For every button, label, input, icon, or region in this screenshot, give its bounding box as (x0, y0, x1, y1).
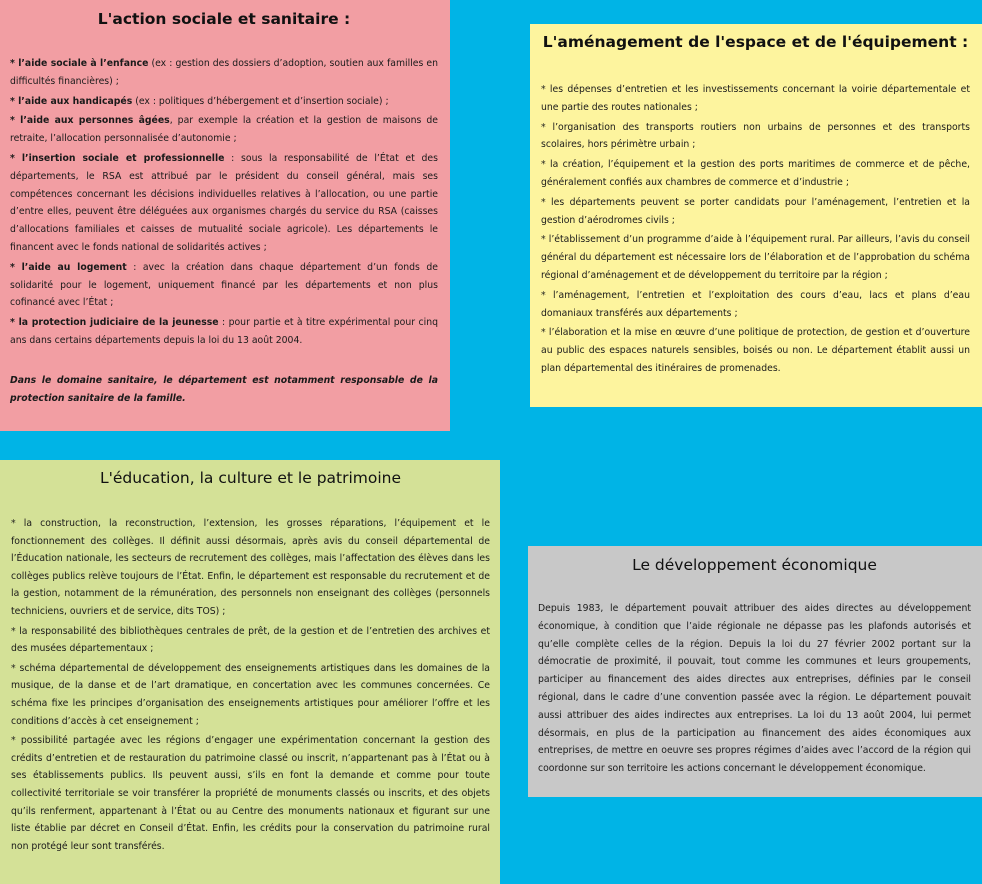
list-item (10, 314, 438, 350)
panel-title: L'action sociale et sanitaire : (97, 10, 351, 28)
list-item: * l’établissement d’un programme d’aide à l’équipement rural. Par ailleurs, l’avis du conseil général du département est nécessaire lors de l’élaboration et de l’approbation du schéma régional d’aménagement et de développement du territoire par la région ; (541, 234, 970, 281)
list-item (10, 55, 438, 91)
list-item (10, 112, 438, 148)
panel-amenagement (530, 24, 982, 407)
list-item: * la responsabilité des bibliothèques centrales de prêt, de la gestion et de l’entretien des archives et des musées départementaux ; (11, 625, 490, 655)
item-list (11, 515, 490, 855)
list-item: * l’aménagement, l’entretien et l’exploitation des cours d’eau, lacs et plans d’eau domaniaux transférés aux départements ; (541, 289, 970, 319)
list-item: * l’organisation des transports routiers non urbains de personnes et des transports scolaires, hors périmètre urbain ; (541, 121, 970, 151)
item-keyword: * l’aide aux handicapés (10, 95, 133, 107)
list-item (10, 150, 438, 257)
item-text: : pour partie et à titre expérimental pour cinq ans dans certains départements depuis la loi du 13 août 2004. (10, 317, 438, 346)
item-text: (ex : politiques d’hébergement et d’insertion sociale) ; (132, 95, 389, 107)
panel-action-sociale (0, 0, 450, 431)
list-item: * les dépenses d’entretien et les investissements concernant la voirie départementale et une partie des routes nationales ; (541, 84, 970, 113)
list-item: * schéma départemental de développement des enseignements artistiques dans les domaines de la musique, de la danse et de l’art dramatique, en concertation avec les communes concernées. Ce schéma fixe les principes d’organisation des enseignements artistiques pour améliorer l’offre et les conditions d’accès à cet enseignement ; (11, 662, 490, 727)
item-text: , par exemple la création et la gestion de maisons de retraite, l’allocation personnalisée d’autonomie ; (10, 115, 438, 145)
list-item (10, 93, 438, 111)
item-text: : avec la création dans chaque département d’un fonds de solidarité pour le logement, uniquement financé par les départements et non plus cofinancé avec l’État ; (10, 261, 438, 309)
item-keyword: * la protection judiciaire de la jeunesse (10, 317, 219, 329)
item-text: : sous la responsabilité de l’État et des départements, le RSA est attribué par le président du conseil général, mais ses compétences concernant les décisions individuelles relatives à l’allocation, ou une partie d’entre elles, peuvent être déléguées aux organismes chargés du service du RSA (caisses d’allocations familiales et caisses de mutualité sociale agricole). Les départements le financent avec le fonds national de solidarités actives ; (10, 152, 438, 253)
panel-title: L'aménagement de l'espace et de l'équipement : (542, 33, 969, 51)
list-item: * les départements peuvent se porter candidats pour l’aménagement, l’entretien et la gestion d’aérodromes civils ; (541, 196, 970, 226)
panel-title: Le développement économique (632, 556, 877, 574)
list-item: * l’élaboration et la mise en œuvre d’une politique de protection, de gestion et d’ouverture au public des espaces naturels sensibles, boisés ou non. Le département établit aussi un plan départemental des itinéraires de promenades. (541, 327, 970, 374)
item-keyword: * l’insertion sociale et professionnelle (10, 152, 225, 164)
list-item: * la création, l’équipement et la gestion des ports maritimes de commerce et de pêche, généralement confiés aux chambres de commerce et d’industrie ; (541, 159, 970, 188)
item-keyword: * l’aide au logement (10, 261, 127, 273)
item-list (10, 55, 438, 350)
list-item (10, 259, 438, 312)
item-keyword: * l’aide aux personnes âgées (10, 115, 170, 127)
item-text: (ex : gestion des dossiers d’adoption, soutien aux familles en difficultés financières) ; (10, 58, 438, 87)
panel-title: L'éducation, la culture et le patrimoine (99, 469, 402, 487)
panel-education (0, 460, 500, 884)
panel-economie (528, 546, 982, 797)
sanitaire-note: Dans le domaine sanitaire, le département est notamment responsable de la protection sanitaire de la famille. (10, 374, 438, 404)
list-item: * la construction, la reconstruction, l’extension, les grosses réparations, l’équipement et le fonctionnement des collèges. Il définit aussi désormais, après avis du conseil départemental de l’Éducation nationale, les secteurs de recrutement des collèges, mais l’affectation des élèves dans les collèges publics relève toujours de l’État. Enfin, le département est responsable du recrutement et de la gestion, notamment de la rémunération, des personnels non enseignant des collèges (personnels techniciens, ouvriers et de service, dits TOS) ; (11, 518, 490, 617)
list-item: * possibilité partagée avec les régions d’engager une expérimentation concernant la gestion des crédits d’entretien et de restauration du patrimoine classé ou inscrit, n’appartenant pas à l’État ou à ses établissements publics. Ils peuvent aussi, s’ils en font la demande et comme pour toute collectivité territoriale se voir transférer la propriété de monuments classés ou inscrits, et des objets qu’ils renferment, appartenant à l’État ou au Centre des monuments nationaux et figurant sur une liste établie par décret en Conseil d’État. Enfin, les crédits pour la conservation du patrimoine rural non protégé leur sont transférés. (11, 735, 490, 852)
item-keyword: * l’aide sociale à l’enfance (10, 58, 149, 69)
item-list (541, 81, 970, 378)
panel-text: Depuis 1983, le département pouvait attribuer des aides directes au développement économique, à condition que l’aide régionale ne dépasse pas les plafonds autorisés et qu’elle complète celles de la région. Depuis la loi du 27 février 2002 portant sur la démocratie de proximité, il pouvait, tout comme les communes et leurs groupements, participer au financement des aides directes aux entreprises, définies par le conseil régional, dans le cadre d’une convention passée avec la région. Le département pouvait aussi attribuer des aides indirectes aux entreprises. La loi du 13 août 2004, lui permet désormais, en plus de la participation au financement des aides économiques aux entreprises, de mettre en oeuvre ses propres régimes d’aides avec l’accord de la région qui coordonne sur son territoire les actions concernant le développement économique. (538, 603, 971, 775)
